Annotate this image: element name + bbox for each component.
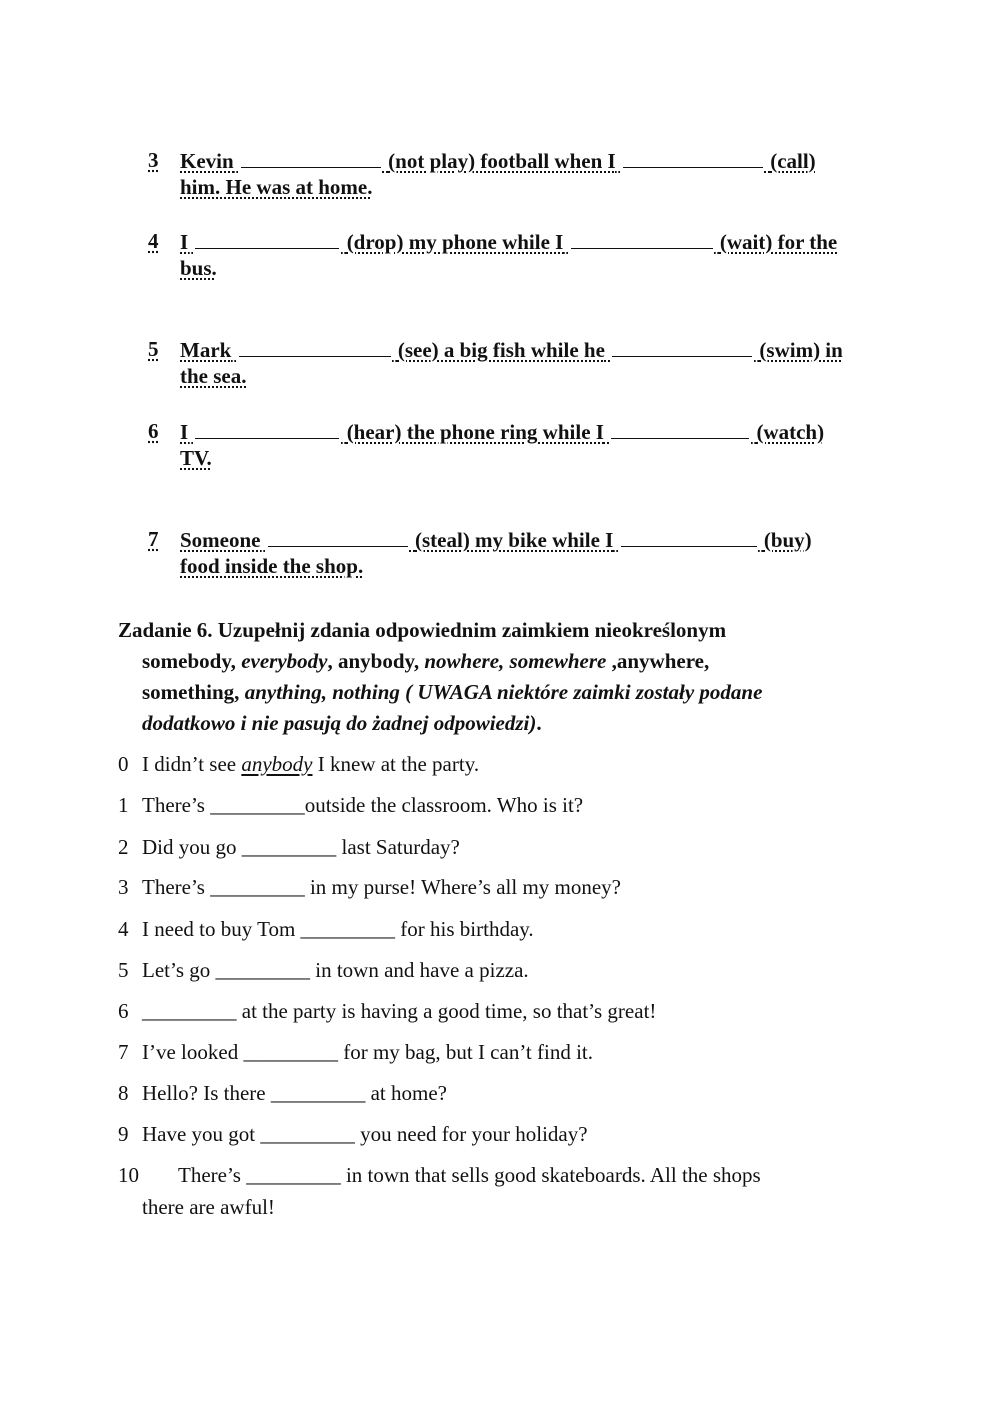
exercise-text: (steal) my bike while I xyxy=(415,528,614,552)
answer-blank[interactable] xyxy=(268,526,408,547)
question-text: I knew at the party. xyxy=(312,752,480,776)
question-item xyxy=(118,791,583,819)
exercise-text: Kevin xyxy=(180,149,234,173)
question-number: 8 xyxy=(118,1081,129,1105)
word-list-text: nowhere, somewhere xyxy=(424,649,607,673)
exercise-number: 5 xyxy=(148,337,159,361)
exercise-number: 7 xyxy=(148,527,159,551)
question-item xyxy=(118,833,460,861)
exercise-text: (wait) for the xyxy=(719,230,838,254)
example-answer: anybody xyxy=(241,752,313,776)
question-number: 2 xyxy=(118,835,129,859)
exercise-text: (swim) in xyxy=(759,338,843,362)
question-number: 4 xyxy=(118,917,129,941)
exercise-text: Mark xyxy=(180,338,232,362)
question-item xyxy=(118,1038,593,1066)
question-item xyxy=(118,873,621,901)
question-text[interactable]: There’s _________ in town that sells good skateboards. All the shops xyxy=(178,1163,761,1187)
exercise-text: (hear) the phone ring while I xyxy=(346,420,604,444)
exercise-line-1 xyxy=(180,228,837,256)
question-text[interactable]: Let’s go _________ in town and have a pizza. xyxy=(142,958,529,982)
question-item xyxy=(118,1120,588,1148)
question-item xyxy=(118,997,656,1025)
word-list-text: anything, nothing ( UWAGA niektóre zaimki zostały podane xyxy=(244,680,763,704)
word-list-text: somebody, xyxy=(142,649,242,673)
answer-blank[interactable] xyxy=(621,526,757,547)
question-text[interactable]: I’ve looked _________ for my bag, but I can’t find it. xyxy=(142,1040,594,1064)
question-item xyxy=(118,956,529,984)
exercise-number: 3 xyxy=(148,148,159,172)
question-item xyxy=(118,1079,447,1107)
exercise-text: (see) a big fish while he xyxy=(397,338,605,362)
question-number: 3 xyxy=(118,875,129,899)
task-word-list-line xyxy=(118,677,858,708)
question-text[interactable]: There’s _________ in my purse! Where’s all my money? xyxy=(142,875,622,899)
exercise-line-2: him. He was at home. xyxy=(180,175,373,199)
exercise-line-1 xyxy=(180,418,824,446)
exercise-text: I xyxy=(180,420,189,444)
exercise-text: Someone xyxy=(180,528,261,552)
question-number: 0 xyxy=(118,752,129,776)
answer-blank[interactable] xyxy=(195,228,339,249)
answer-blank[interactable] xyxy=(571,228,713,249)
exercise-line-2: TV. xyxy=(180,446,212,470)
exercise-line-1 xyxy=(180,526,812,554)
word-list-text: everybody xyxy=(241,649,328,673)
exercise-number: 6 xyxy=(148,419,159,443)
answer-blank[interactable] xyxy=(611,418,749,439)
exercise-line-2: bus. xyxy=(180,256,217,280)
question-text: I didn’t see xyxy=(142,752,242,776)
answer-blank[interactable] xyxy=(623,147,763,168)
task-word-list-line xyxy=(118,646,858,677)
exercise-line-1 xyxy=(180,336,843,364)
exercise-text: (not play) football when I xyxy=(388,149,616,173)
question-number: 10 xyxy=(118,1163,139,1187)
question-item xyxy=(118,1161,761,1189)
exercise-line-2: food inside the shop. xyxy=(180,554,364,578)
exercise-number: 4 xyxy=(148,229,159,253)
example-sentence xyxy=(118,750,479,778)
note-text: . xyxy=(536,711,542,735)
answer-blank[interactable] xyxy=(239,336,391,357)
exercise-text: (call) xyxy=(770,149,816,173)
word-list-text: ,anywhere, xyxy=(606,649,710,673)
question-continuation: there are awful! xyxy=(142,1195,275,1219)
question-text[interactable]: Have you got _________ you need for your holiday? xyxy=(142,1122,588,1146)
question-text[interactable]: There’s _________outside the classroom. Who is it? xyxy=(142,793,584,817)
answer-blank[interactable] xyxy=(195,418,339,439)
question-number: 6 xyxy=(118,999,129,1023)
question-text[interactable]: Did you go _________ last Saturday? xyxy=(142,835,460,859)
exercise-line-2: the sea. xyxy=(180,364,247,388)
question-number: 9 xyxy=(118,1122,129,1146)
task-6-instructions xyxy=(118,615,858,739)
task-title: Zadanie 6. Uzupełnij zdania odpowiednim zaimkiem nieokreślonym xyxy=(118,618,727,642)
word-list-text: something, xyxy=(142,680,245,704)
question-text[interactable]: Hello? Is there _________ at home? xyxy=(142,1081,447,1105)
question-item xyxy=(118,915,534,943)
exercise-text: (buy) xyxy=(763,528,812,552)
note-text: dodatkowo i nie pasują do żadnej odpowiedzi) xyxy=(142,711,537,735)
question-text[interactable]: I need to buy Tom _________ for his birthday. xyxy=(142,917,534,941)
question-number: 7 xyxy=(118,1040,129,1064)
task-note-line xyxy=(118,708,858,739)
question-number: 1 xyxy=(118,793,129,817)
exercise-text: (watch) xyxy=(756,420,825,444)
exercise-line-1 xyxy=(180,147,816,175)
question-number: 5 xyxy=(118,958,129,982)
exercise-text: I xyxy=(180,230,189,254)
exercise-text: (drop) my phone while I xyxy=(346,230,564,254)
answer-blank[interactable] xyxy=(241,147,381,168)
word-list-text: , anybody, xyxy=(327,649,425,673)
question-text[interactable]: _________ at the party is having a good time, so that’s great! xyxy=(142,999,657,1023)
answer-blank[interactable] xyxy=(612,336,752,357)
